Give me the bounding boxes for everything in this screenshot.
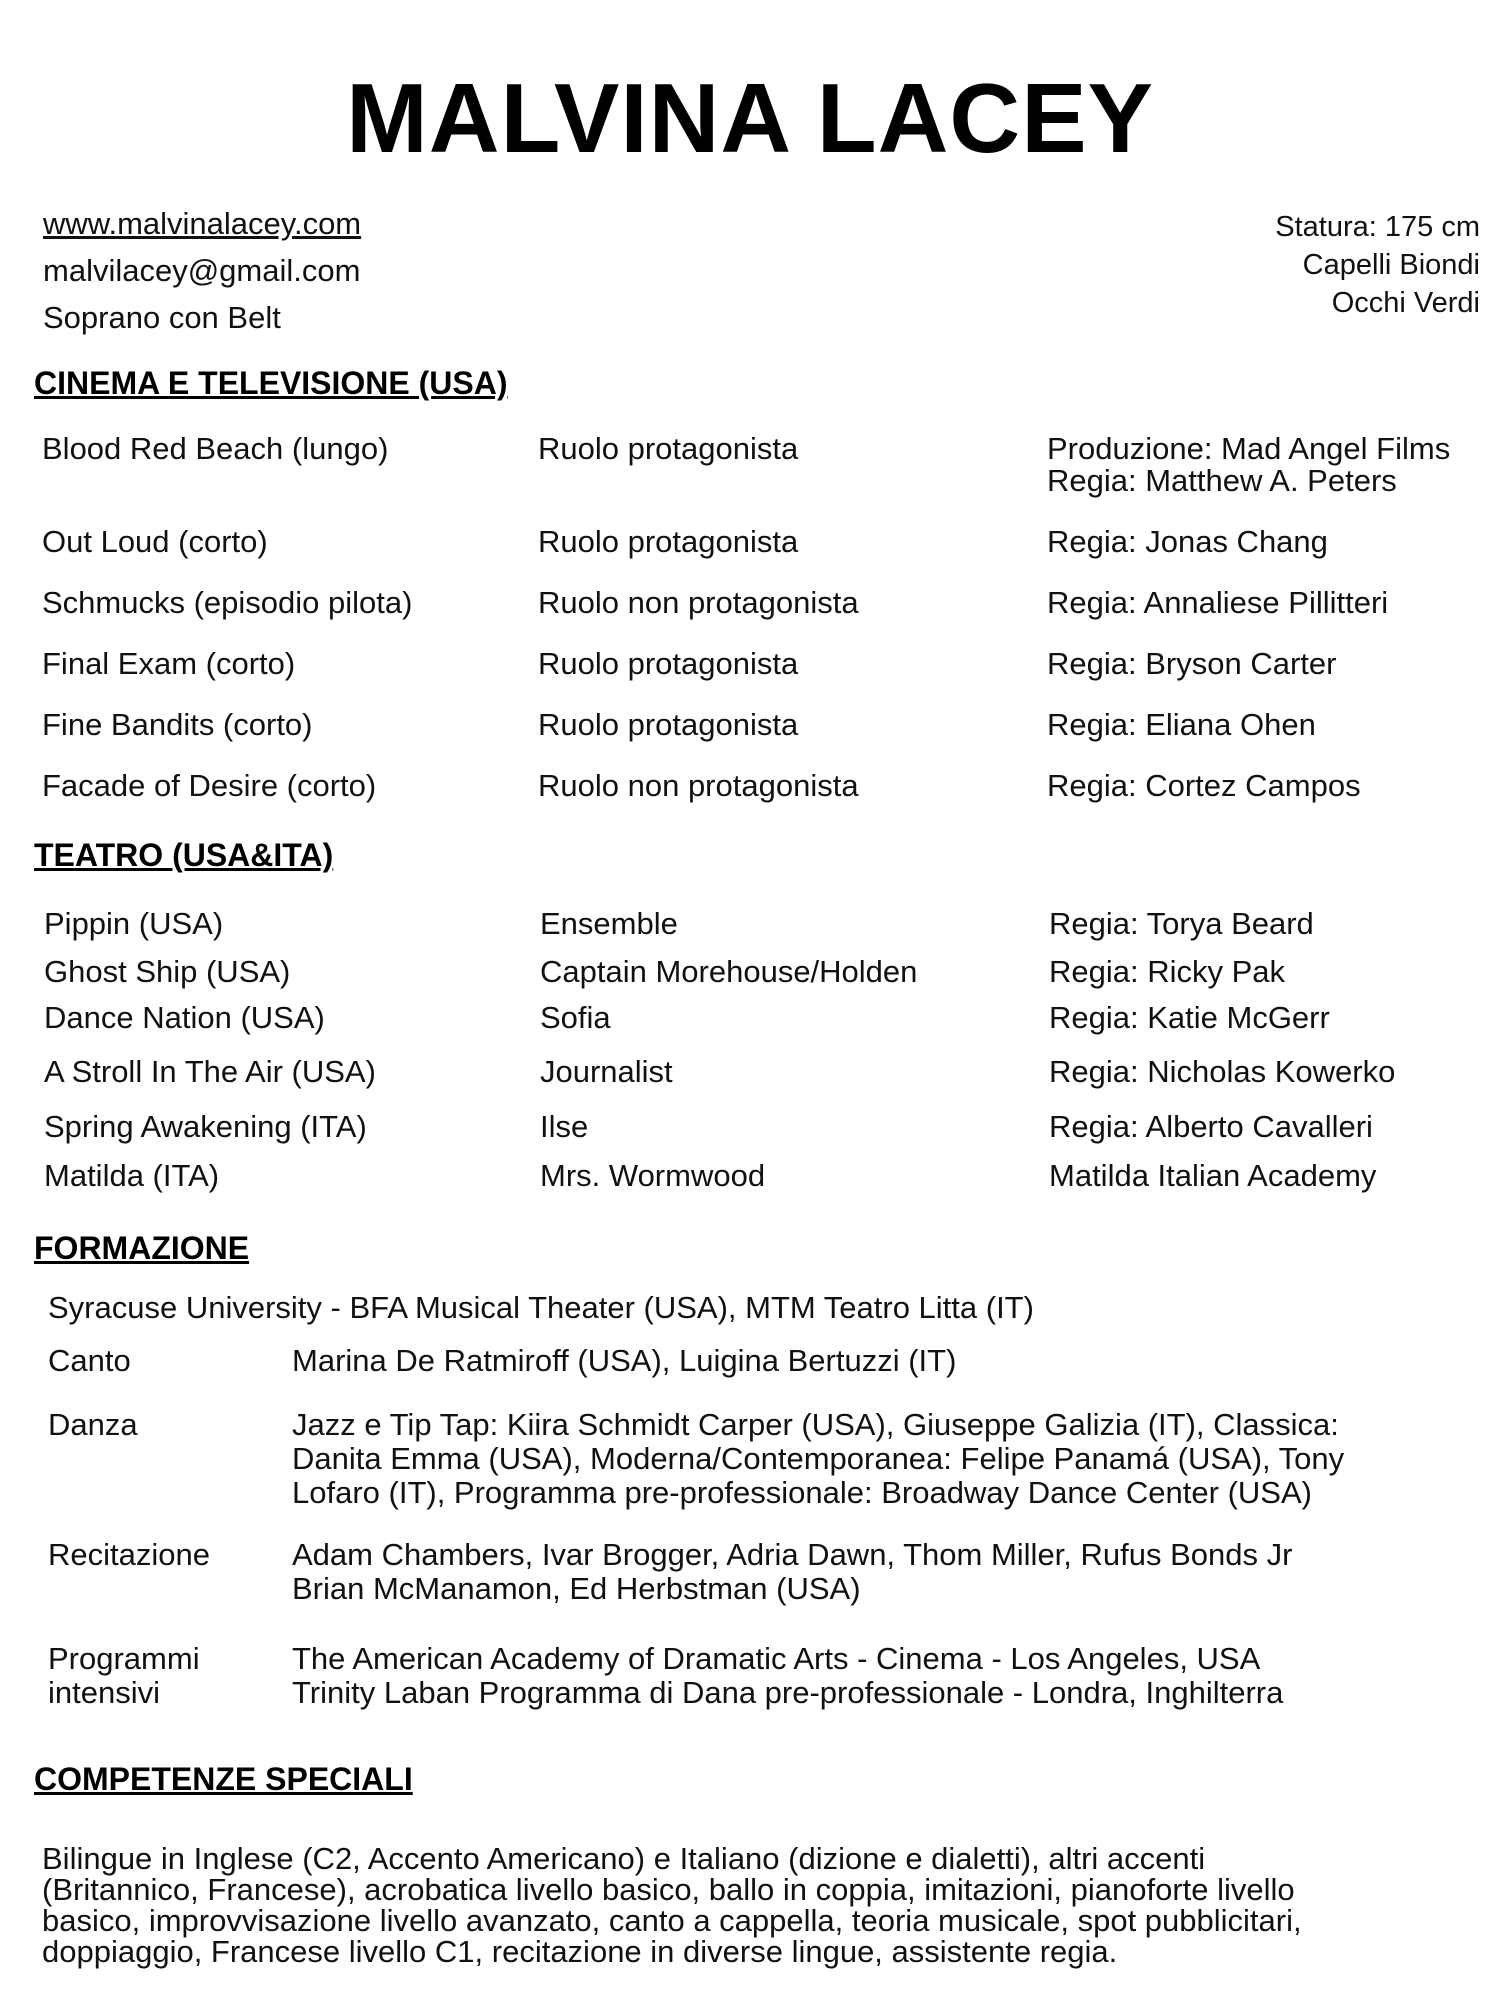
teatro-title: Spring Awakening (ITA) — [44, 1109, 367, 1144]
formazione-section-title: FORMAZIONE — [34, 1230, 250, 1266]
cinema-role: Ruolo non protagonista — [538, 585, 859, 620]
training-value: Trinity Laban Programma di Dana pre-professionale - Londra, Inghilterra — [292, 1675, 1284, 1710]
teatro-role: Ensemble — [540, 906, 678, 941]
email-text: malvilacey@gmail.com — [43, 253, 361, 288]
training-value: Lofaro (IT), Programma pre-professionale: Broadway Dance Center (USA) — [292, 1475, 1312, 1510]
teatro-role: Mrs. Wormwood — [540, 1158, 766, 1193]
teatro-credit: Matilda Italian Academy — [1049, 1158, 1377, 1193]
training-value: Danita Emma (USA), Moderna/Contemporanea: Felipe Panamá (USA), Tony — [292, 1441, 1345, 1476]
cinema-title: Schmucks (episodio pilota) — [42, 585, 413, 620]
training-label: Canto — [48, 1343, 131, 1378]
physical-info — [1275, 208, 1480, 322]
teatro-title: A Stroll In The Air (USA) — [44, 1054, 376, 1089]
cinema-credit: Regia: Bryson Carter — [1047, 646, 1337, 681]
training-label: intensivi — [48, 1675, 160, 1710]
training-label: Recitazione — [48, 1537, 210, 1572]
teatro-role: Sofia — [540, 1000, 611, 1035]
skills-paragraph — [42, 1843, 1472, 1967]
cinema-title: Facade of Desire (corto) — [42, 768, 377, 803]
cinema-role: Ruolo non protagonista — [538, 768, 859, 803]
cinema-role: Ruolo protagonista — [538, 707, 799, 742]
cinema-credit: Regia: Jonas Chang — [1047, 524, 1328, 559]
teatro-title: Dance Nation (USA) — [44, 1000, 325, 1035]
teatro-title: Matilda (ITA) — [44, 1158, 220, 1193]
skills-line: basico, improvvisazione livello avanzato, canto a cappella, teoria musicale, spot pubblicitari, — [42, 1903, 1302, 1938]
contact-info — [43, 200, 361, 341]
teatro-role: Captain Morehouse/Holden — [540, 954, 918, 989]
training-value: Marina De Ratmiroff (USA), Luigina Bertuzzi (IT) — [292, 1343, 957, 1378]
skills-line: Bilingue in Inglese (C2, Accento Americano) e Italiano (dizione e dialetti), altri accenti — [42, 1841, 1206, 1876]
training-value: The American Academy of Dramatic Arts - Cinema - Los Angeles, USA — [292, 1641, 1261, 1676]
training-value: Brian McManamon, Ed Herbstman (USA) — [292, 1571, 861, 1606]
teatro-title: Ghost Ship (USA) — [44, 954, 291, 989]
cinema-title: Fine Bandits (corto) — [42, 707, 313, 742]
school-text: Syracuse University - BFA Musical Theater (USA), MTM Teatro Litta (IT) — [48, 1290, 1034, 1325]
cinema-credit: Regia: Annaliese Pillitteri — [1047, 585, 1389, 620]
training-label: Programmi — [48, 1641, 200, 1676]
competenze-section-title: COMPETENZE SPECIALI — [34, 1761, 413, 1797]
training-value: Adam Chambers, Ivar Brogger, Adria Dawn, Thom Miller, Rufus Bonds Jr — [292, 1537, 1293, 1572]
skills-line: doppiaggio, Francese livello C1, recitazione in diverse lingue, assistente regia. — [42, 1934, 1118, 1969]
teatro-title: Pippin (USA) — [44, 906, 224, 941]
cinema-title: Blood Red Beach (lungo) — [42, 431, 389, 466]
actor-name: MALVINA LACEY — [346, 63, 1154, 173]
cinema-credit-2: Regia: Matthew A. Peters — [1047, 463, 1397, 498]
teatro-credit: Regia: Ricky Pak — [1049, 954, 1286, 989]
teatro-credit: Regia: Alberto Cavalleri — [1049, 1109, 1373, 1144]
skills-line: (Britannico, Francese), acrobatica livello basico, ballo in coppia, imitazioni, pianoforte livello — [42, 1872, 1295, 1907]
cinema-role: Ruolo protagonista — [538, 524, 799, 559]
cinema-section-title: CINEMA E TELEVISIONE (USA) — [34, 365, 508, 401]
cinema-credit: Produzione: Mad Angel Films — [1047, 431, 1451, 466]
teatro-credit: Regia: Katie McGerr — [1049, 1000, 1330, 1035]
training-label: Danza — [48, 1407, 138, 1442]
cinema-role: Ruolo protagonista — [538, 646, 799, 681]
teatro-credit: Regia: Nicholas Kowerko — [1049, 1054, 1396, 1089]
website-link[interactable]: www.malvinalacey.com — [43, 206, 362, 241]
voice-type: Soprano con Belt — [43, 300, 281, 335]
eyes-text: Occhi Verdi — [1331, 287, 1480, 319]
hair-text: Capelli Biondi — [1302, 249, 1480, 281]
teatro-section-title: TEATRO (USA&ITA) — [34, 837, 334, 873]
cinema-credit: Regia: Eliana Ohen — [1047, 707, 1316, 742]
teatro-role: Ilse — [540, 1109, 589, 1144]
cinema-credit: Regia: Cortez Campos — [1047, 768, 1361, 803]
teatro-role: Journalist — [540, 1054, 673, 1089]
cinema-role: Ruolo protagonista — [538, 431, 799, 466]
cinema-title: Out Loud (corto) — [42, 524, 268, 559]
cinema-title: Final Exam (corto) — [42, 646, 296, 681]
height-text: Statura: 175 cm — [1275, 211, 1480, 243]
training-value: Jazz e Tip Tap: Kiira Schmidt Carper (USA), Giuseppe Galizia (IT), Classica: — [292, 1407, 1339, 1442]
teatro-credit: Regia: Torya Beard — [1049, 906, 1314, 941]
